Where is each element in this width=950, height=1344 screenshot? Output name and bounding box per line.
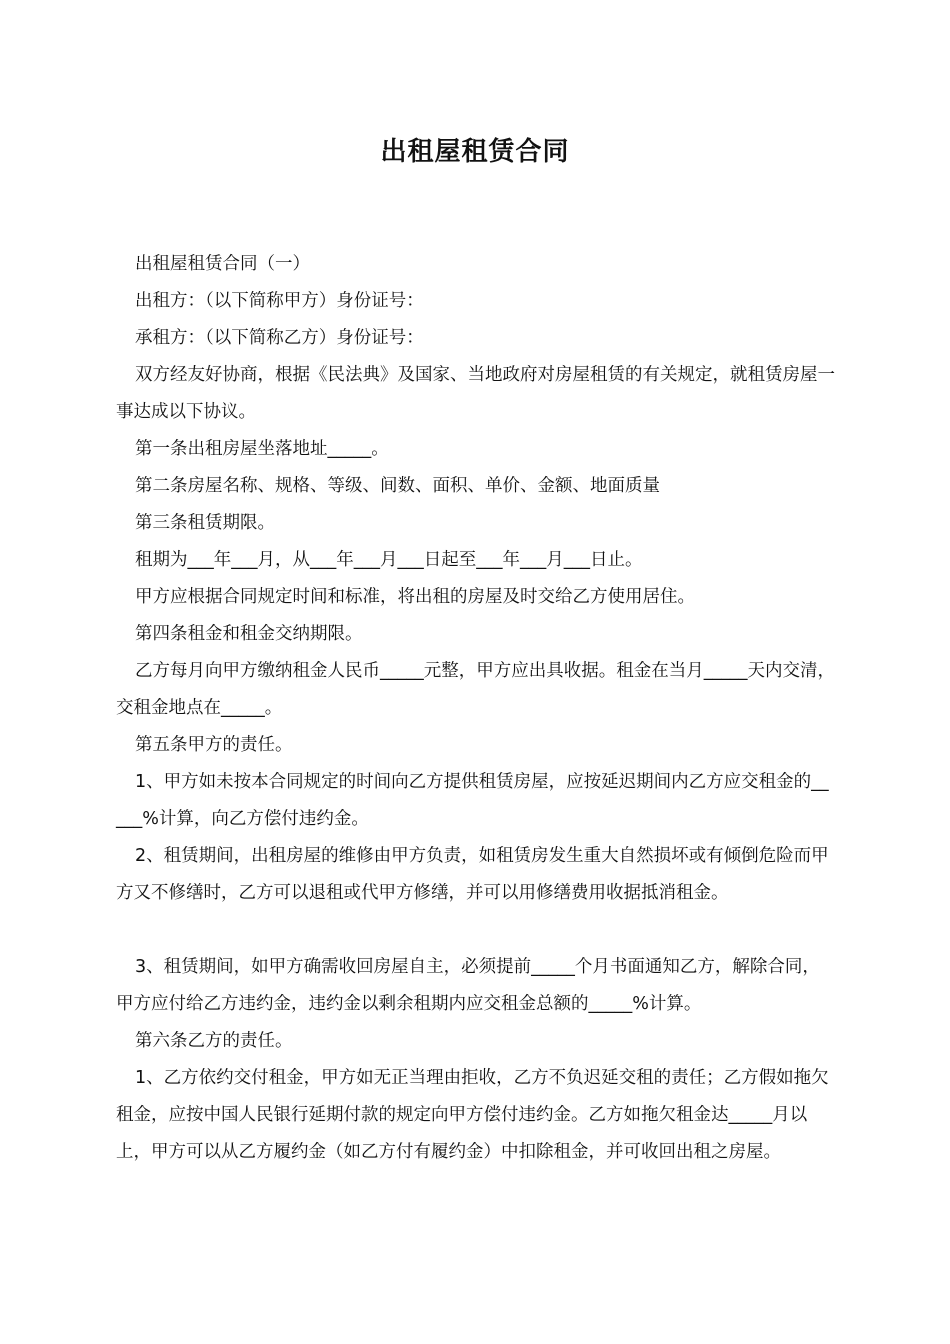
- paragraph-lessor-duty-3: 3、租赁期间，如甲方确需收回房屋自主，必须提前_____个月书面通知乙方，解除合同，甲方应付给乙方违约金，违约金以剩余租期内应交租金总额的_____%计算。: [116, 957, 820, 1014]
- paragraph-delivery: 甲方应根据合同规定时间和标准，将出租的房屋及时交给乙方使用居住。: [135, 587, 695, 607]
- paragraph-lessor: 出租方：（以下简称甲方）身份证号：: [135, 291, 424, 311]
- paragraph-lease-term: 租期为___年___月，从___年___月___日起至___年___月___日止。: [135, 550, 643, 570]
- paragraph-lessee: 承租方：（以下简称乙方）身份证号：: [135, 328, 424, 348]
- paragraph-article-1: 第一条出租房屋坐落地址_____。: [135, 439, 389, 459]
- paragraph-article-2: 第二条房屋名称、规格、等级、间数、面积、单价、金额、地面质量: [135, 476, 660, 496]
- paragraph-article-5: 第五条甲方的责任。: [135, 735, 293, 755]
- paragraph-article-4: 第四条租金和租金交纳期限。: [135, 624, 363, 644]
- document-title: 出租屋租赁合同: [380, 137, 570, 167]
- paragraph-lessor-duty-1: 1、甲方如未按本合同规定的时间向乙方提供租赁房屋，应按延迟期间内乙方应交租金的_____%计算，向乙方偿付违约金。: [116, 772, 829, 829]
- paragraph-lessee-duty-1: 1、乙方依约交付租金，甲方如无正当理由拒收，乙方不负迟延交租的责任；乙方假如拖欠租金，应按中国人民银行延期付款的规定向甲方偿付违约金。乙方如拖欠租金达_____月以上，甲方可以从乙方履约金（如乙方付有履约金）中扣除租金，并可收回出租之房屋。: [116, 1068, 829, 1162]
- paragraph-article-6: 第六条乙方的责任。: [135, 1031, 293, 1051]
- paragraph-rent-payment: 乙方每月向甲方缴纳租金人民币_____元整，甲方应出具收据。租金在当月_____天内交清，交租金地点在_____。: [116, 661, 835, 718]
- document-body: [116, 246, 836, 1171]
- paragraph-gap: [116, 912, 836, 949]
- paragraph-article-3: 第三条租赁期限。: [135, 513, 275, 533]
- paragraph-lessor-duty-2: 2、租赁期间，出租房屋的维修由甲方负责，如租赁房发生重大自然损坏或有倾倒危险而甲方又不修缮时，乙方可以退租或代甲方修缮，并可以用修缮费用收据抵消租金。: [116, 846, 829, 903]
- paragraph-preamble: 双方经友好协商，根据《民法典》及国家、当地政府对房屋租赁的有关规定，就租赁房屋一事达成以下协议。: [116, 365, 835, 422]
- paragraph-contract-subtitle: 出租屋租赁合同（一）: [135, 254, 310, 274]
